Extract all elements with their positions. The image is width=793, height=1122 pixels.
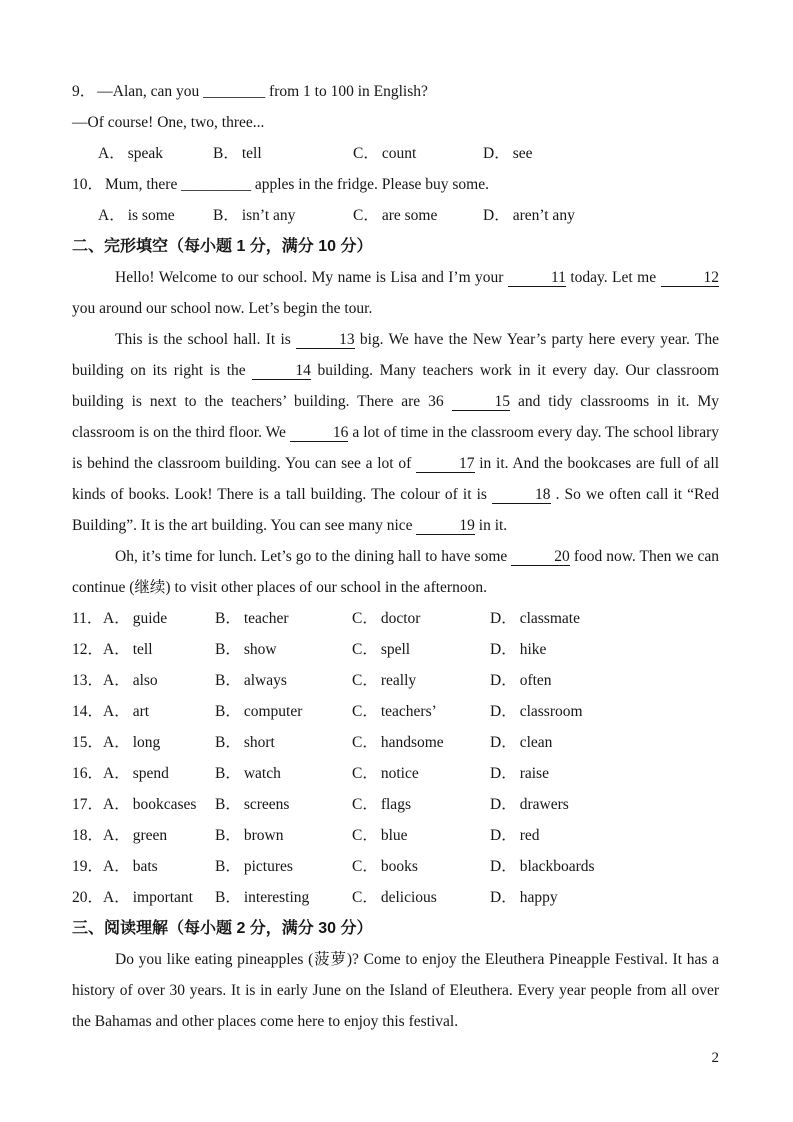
option-label: A． [103, 889, 130, 906]
option-text: notice [380, 765, 419, 782]
option-d [490, 727, 719, 758]
option-label: B． [215, 610, 241, 627]
options-row [72, 758, 719, 789]
option-text: always [243, 672, 287, 689]
option-label: C． [353, 145, 379, 162]
grammar-questions-block [72, 76, 719, 231]
option-text: classmate [519, 610, 580, 627]
option-a [103, 665, 215, 696]
option-b [215, 820, 352, 851]
option-label: A． [103, 734, 130, 751]
option-c [352, 696, 490, 727]
options-row [72, 665, 719, 696]
option-text: often [519, 672, 552, 689]
page-number: 2 [711, 1050, 719, 1066]
cloze-blank: 17 [416, 455, 475, 473]
question-number: 13． [72, 672, 104, 689]
option-d [490, 696, 719, 727]
option-text: clean [519, 734, 553, 751]
option-text: brown [243, 827, 284, 844]
option-text: interesting [243, 889, 310, 906]
cloze-blank: 11 [508, 269, 566, 287]
option-label: C． [352, 889, 378, 906]
option-a [103, 696, 215, 727]
option-d [490, 634, 719, 665]
option-text: watch [243, 765, 281, 782]
option-b [213, 200, 353, 231]
option-text: bookcases [132, 796, 197, 813]
option-label: D． [490, 610, 517, 627]
option-text: guide [132, 610, 168, 627]
options-row [72, 851, 719, 882]
options-row [72, 138, 719, 169]
options-row [72, 727, 719, 758]
option-b [213, 138, 353, 169]
reading-passage [72, 944, 719, 1037]
option-b [215, 882, 352, 913]
option-a [98, 138, 213, 169]
option-label: D． [490, 641, 517, 658]
question-number: 15． [72, 734, 104, 751]
option-text: drawers [519, 796, 569, 813]
option-text: flags [380, 796, 411, 813]
passage-paragraph: Do you like eating pineapples (菠萝)? Come to enjoy the Eleuthera Pineapple Festival. It has a history of over 30 years. It is in early June on the Island of Eleuthera. Every year people from all over the Bahamas and other places come here to enjoy this festival. [72, 951, 719, 1030]
question-number: 17． [72, 796, 104, 813]
option-d [490, 882, 719, 913]
option-label: A． [103, 703, 130, 720]
options-row [72, 603, 719, 634]
option-text: spell [380, 641, 411, 658]
option-text: teachers’ [380, 703, 437, 720]
option-label: A． [103, 765, 130, 782]
option-text: delicious [380, 889, 437, 906]
option-text: short [243, 734, 275, 751]
option-text: really [380, 672, 417, 689]
question-number: 20． [72, 889, 104, 906]
option-label: C． [352, 703, 378, 720]
option-label: D． [490, 889, 517, 906]
option-label: A． [103, 796, 130, 813]
option-a [103, 634, 215, 665]
cloze-blank: 19 [416, 517, 475, 535]
cloze-blank: 20 [511, 548, 570, 566]
option-c [353, 138, 483, 169]
option-a [103, 727, 215, 758]
option-b [215, 727, 352, 758]
cloze-section-heading: 二、完形填空（每小题 1 分，满分 10 分） [72, 238, 373, 255]
option-b [215, 851, 352, 882]
option-label: A． [103, 827, 130, 844]
question-number: 14． [72, 703, 104, 720]
options-row [72, 789, 719, 820]
option-c [353, 200, 483, 231]
option-a [103, 851, 215, 882]
option-d [490, 665, 719, 696]
option-text: screens [243, 796, 290, 813]
option-c [352, 634, 490, 665]
option-text: also [132, 672, 158, 689]
option-label: B． [215, 858, 241, 875]
option-text: long [132, 734, 161, 751]
option-text: green [132, 827, 168, 844]
option-c [352, 665, 490, 696]
option-label: C． [352, 734, 378, 751]
option-text: classroom [519, 703, 583, 720]
option-d [483, 200, 719, 231]
option-c [352, 727, 490, 758]
option-label: C． [353, 207, 379, 224]
option-text: teacher [243, 610, 289, 627]
question-stem: —Of course! One, two, three... [72, 114, 265, 131]
option-label: D． [490, 796, 517, 813]
option-d [490, 603, 719, 634]
option-text: blackboards [519, 858, 595, 875]
option-text: spend [132, 765, 169, 782]
option-label: D． [490, 672, 517, 689]
option-text: are some [381, 207, 438, 224]
option-label: B． [215, 889, 241, 906]
question-stem: 10． Mum, there _________ apples in the fridge. Please buy some. [72, 176, 489, 193]
option-label: A． [103, 641, 130, 658]
passage-paragraph: Oh, it’s time for lunch. Let’s go to the dining hall to have some 20 food now. Then we can continue (继续) to visit other places of our school in the afternoon. [72, 548, 719, 596]
option-d [490, 851, 719, 882]
cloze-blank: 13 [296, 331, 355, 349]
option-b [215, 665, 352, 696]
option-label: A． [103, 672, 130, 689]
option-text: doctor [380, 610, 421, 627]
option-a [103, 820, 215, 851]
option-c [352, 820, 490, 851]
option-text: pictures [243, 858, 293, 875]
option-label: B． [215, 796, 241, 813]
option-b [215, 758, 352, 789]
option-label: D． [490, 703, 517, 720]
options-row [72, 200, 719, 231]
option-label: C． [352, 796, 378, 813]
cloze-blank: 12 [661, 269, 720, 287]
question-number: 19． [72, 858, 104, 875]
option-label: B． [215, 765, 241, 782]
option-a [103, 882, 215, 913]
option-text: raise [519, 765, 549, 782]
question-number: 18． [72, 827, 104, 844]
option-label: C． [352, 641, 378, 658]
option-label: A． [103, 610, 130, 627]
option-b [215, 789, 352, 820]
cloze-blank: 15 [452, 393, 511, 411]
option-label: D． [490, 765, 517, 782]
option-label: B． [215, 734, 241, 751]
question-number: 9． [72, 83, 96, 100]
option-text: tell [132, 641, 153, 658]
option-text: isn’t any [241, 207, 296, 224]
options-row [72, 634, 719, 665]
question-number: 16． [72, 765, 104, 782]
option-d [490, 820, 719, 851]
option-text: hike [519, 641, 547, 658]
option-text: speak [127, 145, 163, 162]
option-text: is some [127, 207, 175, 224]
option-label: A． [98, 207, 125, 224]
option-c [352, 789, 490, 820]
question-number: 10． [72, 176, 104, 193]
option-label: B． [215, 827, 241, 844]
option-label: B． [215, 641, 241, 658]
option-d [490, 789, 719, 820]
option-text: red [519, 827, 540, 844]
option-a [103, 758, 215, 789]
option-c [352, 758, 490, 789]
option-c [352, 882, 490, 913]
option-a [103, 789, 215, 820]
options-row [72, 820, 719, 851]
option-text: bats [132, 858, 158, 875]
option-label: B． [215, 703, 241, 720]
option-label: C． [352, 765, 378, 782]
option-text: handsome [380, 734, 444, 751]
option-label: B． [215, 672, 241, 689]
option-text: see [512, 145, 533, 162]
option-text: important [132, 889, 193, 906]
option-label: C． [352, 672, 378, 689]
option-b [215, 603, 352, 634]
cloze-blank: 18 [492, 486, 551, 504]
option-text: aren’t any [512, 207, 575, 224]
options-row [72, 696, 719, 727]
option-text: blue [380, 827, 408, 844]
option-a [103, 603, 215, 634]
cloze-options-list [72, 603, 719, 913]
option-text: happy [519, 889, 558, 906]
option-b [215, 634, 352, 665]
option-c [352, 851, 490, 882]
option-c [352, 603, 490, 634]
option-text: books [380, 858, 418, 875]
option-label: B． [213, 207, 239, 224]
passage-paragraph: This is the school hall. It is 13 big. We have the New Year’s party here every year. The building on its right is the 14 building. Many teachers work in it every day. Our classroom building is next to the teachers’ building. There are 36 15 and tidy classrooms in it. My classroom is on the third floor. We 16 a lot of time in the classroom every day. The school library is behind the classroom building. You can see a lot of 17 in it. And the bookcases are full of all kinds of books. Look! There is a tall building. The colour of it is 18 . So we often call it “Red Building”. It is the art building. You can see many nice 19 in it. [72, 331, 720, 534]
option-a [98, 200, 213, 231]
option-text: show [243, 641, 277, 658]
option-d [483, 138, 719, 169]
option-text: art [132, 703, 150, 720]
options-row [72, 882, 719, 913]
option-label: C． [352, 858, 378, 875]
option-text: count [381, 145, 417, 162]
option-label: C． [352, 827, 378, 844]
option-d [490, 758, 719, 789]
passage-paragraph: Hello! Welcome to our school. My name is Lisa and I’m your 11 today. Let me 12 you around our school now. Let’s begin the tour. [72, 269, 719, 317]
option-label: D． [490, 734, 517, 751]
reading-section-heading: 三、阅读理解（每小题 2 分，满分 30 分） [72, 920, 373, 937]
question-number: 11． [72, 610, 103, 627]
question-stem: 9． —Alan, can you ________ from 1 to 100 in English? [72, 83, 428, 100]
option-label: D． [483, 207, 510, 224]
option-label: A． [98, 145, 125, 162]
option-label: B． [213, 145, 239, 162]
cloze-passage [72, 262, 719, 603]
option-b [215, 696, 352, 727]
cloze-blank: 16 [290, 424, 349, 442]
option-text: computer [243, 703, 303, 720]
option-text: tell [241, 145, 262, 162]
question-number: 12． [72, 641, 104, 658]
option-label: D． [483, 145, 510, 162]
option-label: C． [352, 610, 378, 627]
option-label: D． [490, 827, 517, 844]
cloze-blank: 14 [252, 362, 311, 380]
option-label: D． [490, 858, 517, 875]
option-label: A． [103, 858, 130, 875]
